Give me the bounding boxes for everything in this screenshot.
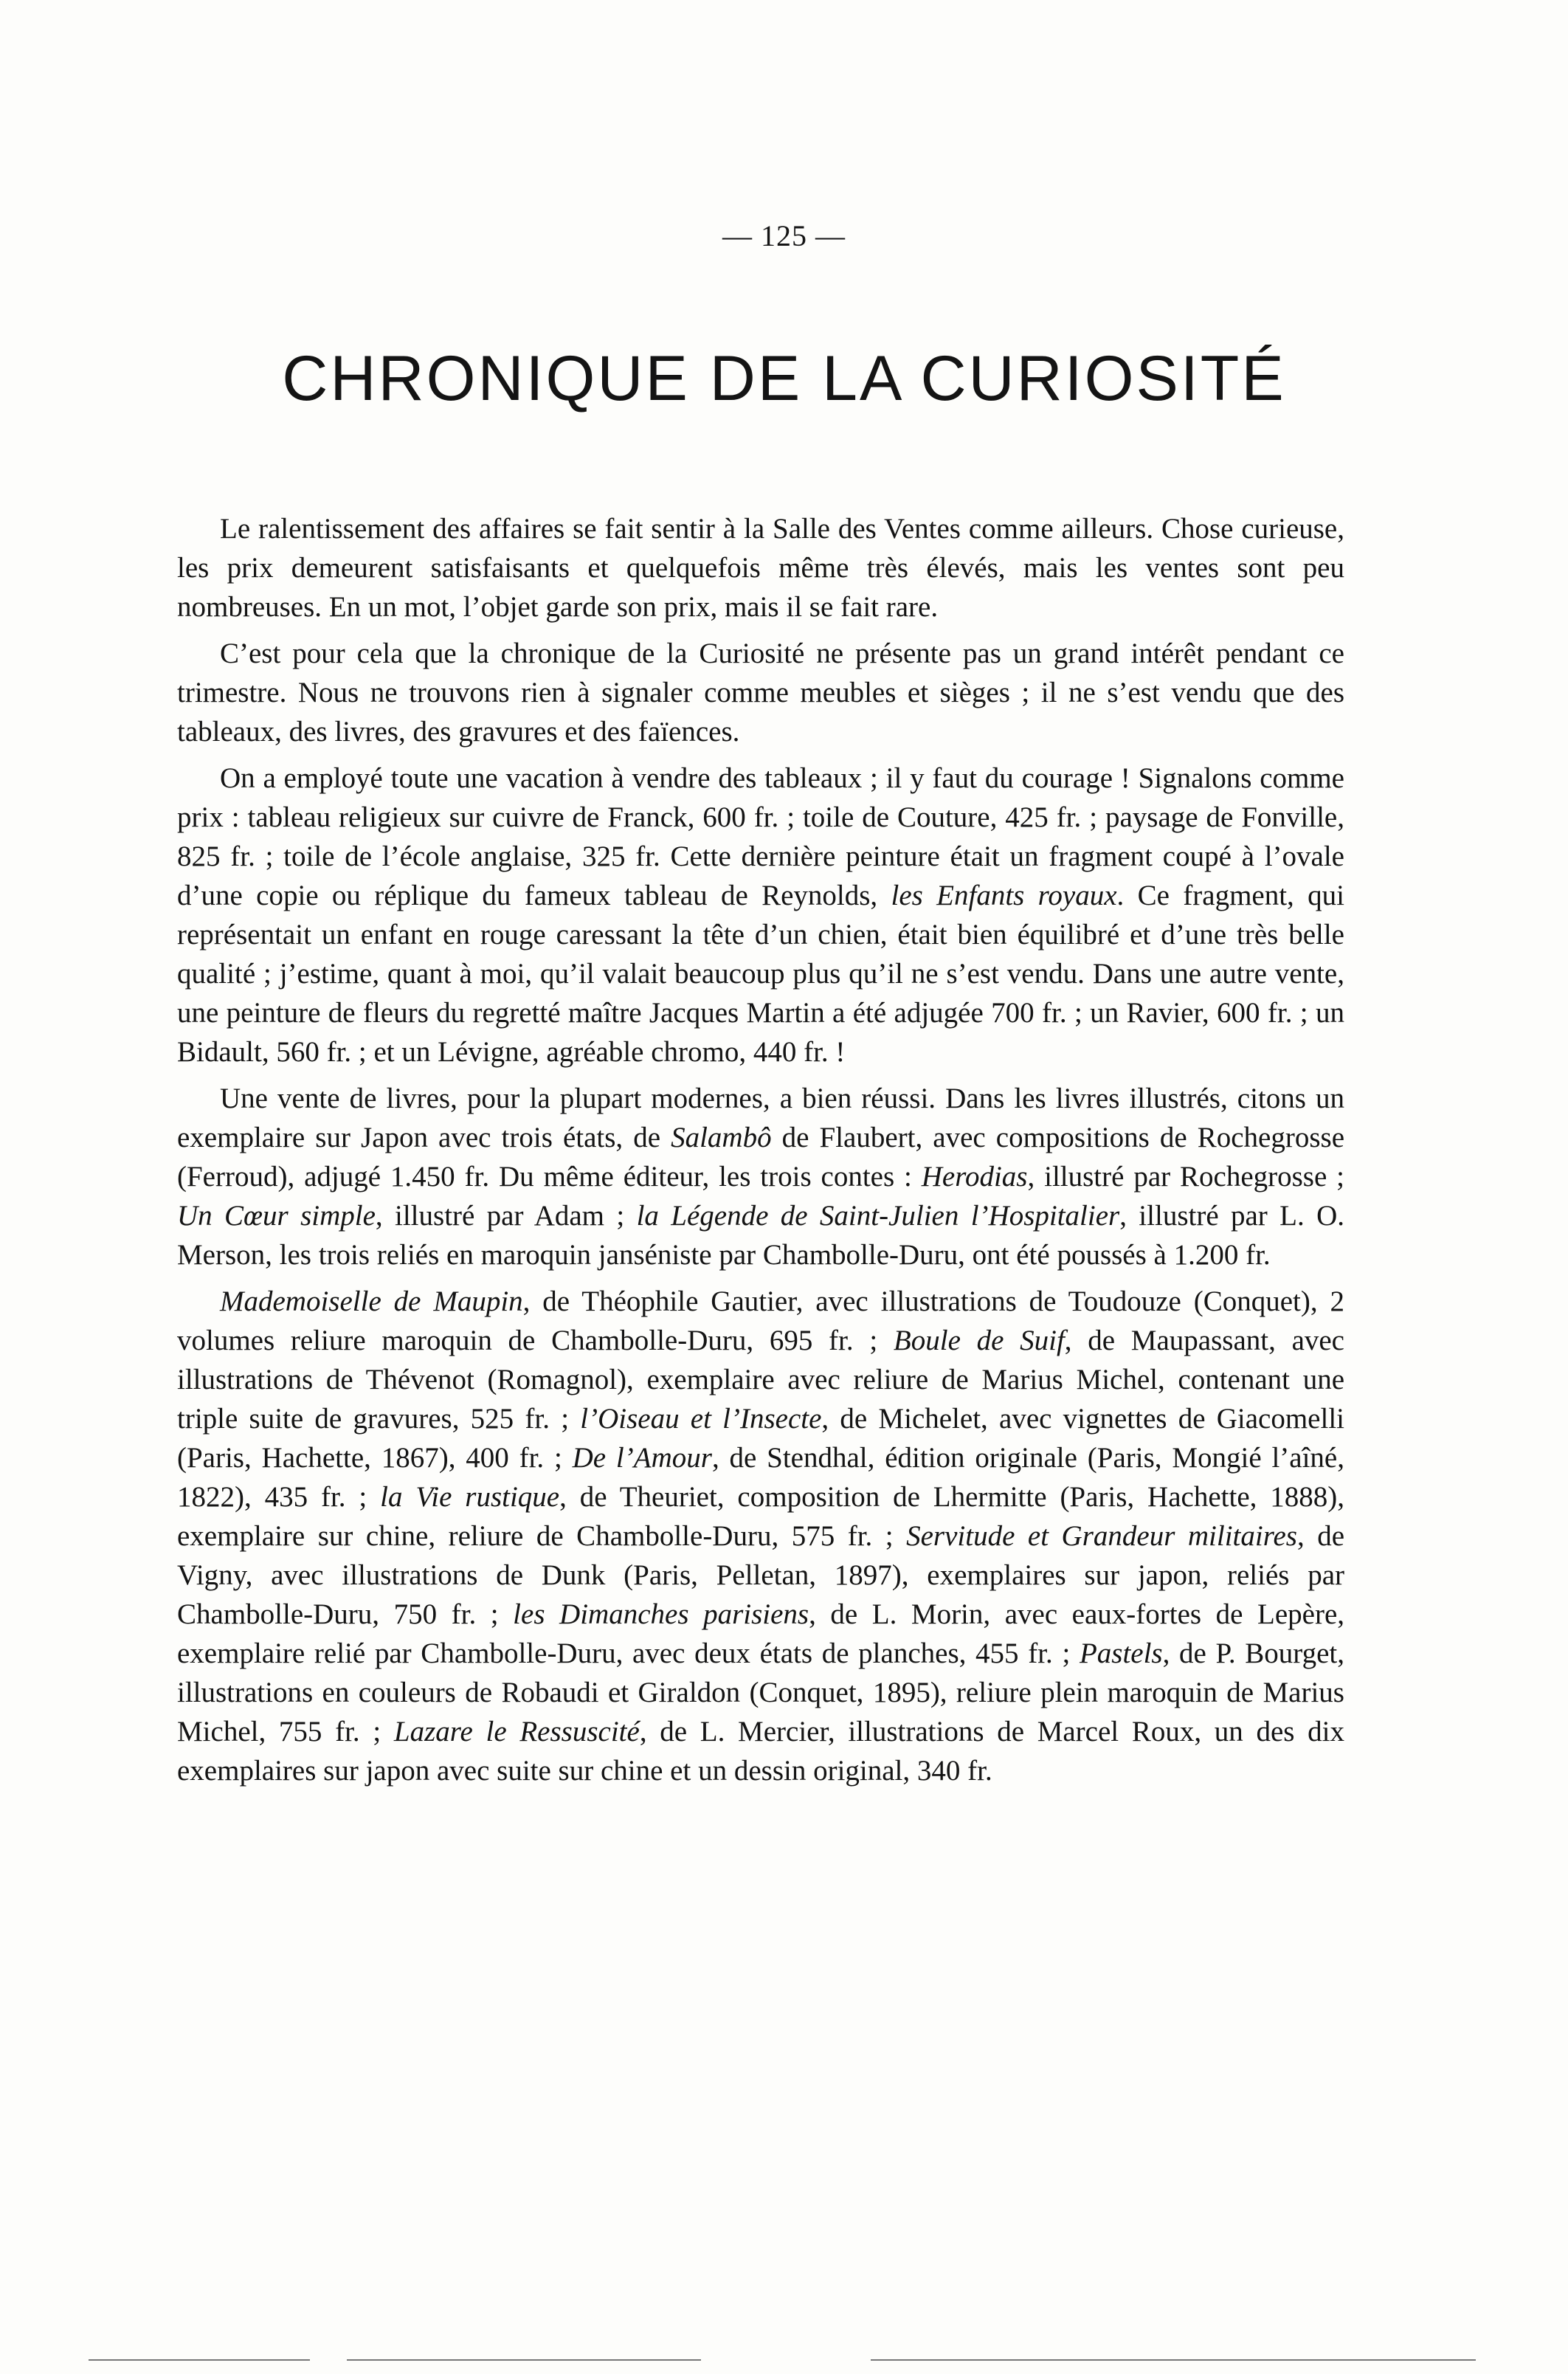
book-title: Mademoiselle de Maupin bbox=[220, 1286, 523, 1317]
book-title: la Vie rustique bbox=[380, 1481, 560, 1513]
paragraph-text: , de Vigny, avec illustrations de Dunk (Paris, Pelletan, 1897), exemplaires sur japon, reliés par Chambolle-Duru, 750 fr. ; bbox=[177, 1520, 1344, 1630]
book-title: les Dimanches parisiens bbox=[513, 1598, 809, 1630]
paragraph-1 bbox=[177, 509, 1344, 627]
page-title: CHRONIQUE DE LA CURIOSITÉ bbox=[282, 343, 1286, 414]
book-title: Un Cœur simple bbox=[177, 1200, 376, 1232]
artwork-title: les Enfants royaux bbox=[891, 880, 1117, 911]
paragraph-text: C’est pour cela que la chronique de la Curiosité ne présente pas un grand intérêt pendant ce trimestre. Nous ne trouvons rien à signaler comme meubles et sièges ; il ne s’est vendu que des tableaux, des livres, des gravures et des faïences. bbox=[177, 638, 1344, 748]
book-title: l’Oiseau et l’Insecte bbox=[580, 1403, 822, 1435]
paragraph-text: de Flaubert, avec compositions de Rochegrosse (Ferroud), adjugé 1.450 fr. Du même éditeur, les trois contes : bbox=[177, 1122, 1344, 1193]
paragraph-text: , illustré par L. O. Merson, les trois reliés en maroquin janséniste par Chambolle-Duru, ont été poussés à 1.200 fr. bbox=[177, 1200, 1344, 1271]
paragraph-text: , de Theuriet, composition de Lhermitte (Paris, Hachette, 1888), exemplaire sur chine, reliure de Chambolle-Duru, 575 fr. ; bbox=[177, 1481, 1344, 1552]
book-title: Lazare le Ressuscité bbox=[393, 1716, 640, 1747]
paragraph-text: , illustré par Rochegrosse ; bbox=[1027, 1161, 1345, 1193]
scan-edge-line bbox=[89, 2359, 310, 2361]
paragraph-4 bbox=[177, 1079, 1344, 1274]
paragraph-text: On a employé toute une vacation à vendre des tableaux ; il y faut du courage ! Signalons comme prix : tableau religieux sur cuivre de Franck, 600 fr. ; toile de Couture, 425 fr. ; paysage de Fonville, 825 fr. ; toile de l’école anglaise, 325 fr. Cette dernière peinture était un fragment coupé à l’ovale d’une copie ou réplique du fameux tableau de Reynolds, bbox=[177, 762, 1344, 911]
book-title: Herodias bbox=[921, 1161, 1028, 1193]
paragraph-text: , de P. Bourget, illustrations en couleurs de Robaudi et Giraldon (Conquet, 1895), reliure plein maroquin de Marius Michel, 755 fr. ; bbox=[177, 1638, 1344, 1747]
paragraph-text: , de L. Morin, avec eaux-fortes de Lepère, exemplaire relié par Chambolle-Duru, avec deux états de planches, 455 fr. ; bbox=[177, 1598, 1344, 1669]
paragraph-5 bbox=[177, 1282, 1344, 1790]
paragraph-2 bbox=[177, 634, 1344, 751]
book-title: De l’Amour bbox=[572, 1442, 712, 1474]
paragraph-text: , de Maupassant, avec illustrations de Thévenot (Romagnol), exemplaire avec reliure de Marius Michel, contenant une triple suite de gravures, 525 fr. ; bbox=[177, 1325, 1344, 1435]
book-title: Servitude et Grandeur militaires bbox=[906, 1520, 1297, 1552]
paragraph-text: Une vente de livres, pour la plupart modernes, a bien réussi. Dans les livres illustrés, citons un exemplaire sur Japon avec trois états, de bbox=[177, 1083, 1344, 1153]
paragraph-text: . Ce fragment, qui représentait un enfant en rouge caressant la tête d’un chien, était bien équilibré et d’une très belle qualité ; j’estime, quant à moi, qu’il valait beaucoup plus qu’il ne s’est vendu. Dans une autre vente, une peinture de fleurs du regretté maître Jacques Martin a été adjugée 700 fr. ; un Ravier, 600 fr. ; un Bidault, 560 fr. ; et un Lévigne, agréable chromo, 440 fr. ! bbox=[177, 880, 1344, 1068]
book-title: Boule de Suif bbox=[893, 1325, 1065, 1356]
paragraph-3 bbox=[177, 759, 1344, 1072]
book-title: Salambô bbox=[671, 1122, 772, 1153]
paragraph-text: , de L. Mercier, illustrations de Marcel Roux, un des dix exemplaires sur japon avec suite sur chine et un dessin original, 340 fr. bbox=[177, 1716, 1344, 1787]
scan-edge-line bbox=[347, 2359, 701, 2361]
paragraph-text: , de Stendhal, édition originale (Paris, Mongié l’aîné, 1822), 435 fr. ; bbox=[177, 1442, 1344, 1513]
paragraph-text: , illustré par Adam ; bbox=[375, 1200, 637, 1232]
paragraph-text: Le ralentissement des affaires se fait sentir à la Salle des Ventes comme ailleurs. Chose curieuse, les prix demeurent satisfaisants et quelquefois même très élevés, mais les ventes sont peu nombreuses. En un mot, l’objet garde son prix, mais il se fait rare. bbox=[177, 513, 1344, 623]
article-body bbox=[177, 509, 1344, 1798]
book-title: Pastels bbox=[1079, 1638, 1163, 1669]
book-title: la Légende de Saint-Julien l’Hospitalier bbox=[636, 1200, 1120, 1232]
scan-edge-line bbox=[871, 2359, 1476, 2361]
paragraph-text: , de Théophile Gautier, avec illustrations de Toudouze (Conquet), 2 volumes reliure maroquin de Chambolle-Duru, 695 fr. ; bbox=[177, 1286, 1345, 1356]
page-number: — 125 — bbox=[722, 219, 846, 252]
paragraph-text: , de Michelet, avec vignettes de Giacomelli (Paris, Hachette, 1867), 400 fr. ; bbox=[177, 1403, 1344, 1474]
